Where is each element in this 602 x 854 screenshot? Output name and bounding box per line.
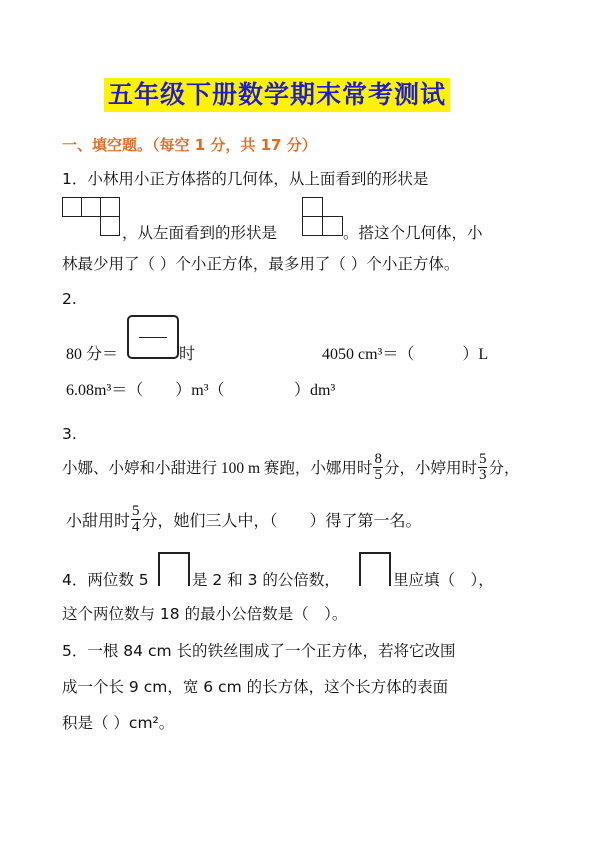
q1-line1: 1．小林用小正方体搭的几何体，从上面看到的形状是	[62, 170, 429, 188]
fraction-8-5: $\frac{8}{5}$	[374, 450, 382, 483]
q2-number: 2.	[62, 290, 77, 308]
q1-line3: 林最少用了（ ）个小正方体，最多用了（ ）个小正方体。	[62, 255, 460, 273]
q2-c-left: 6.08m³＝（ ）m³（	[66, 382, 225, 399]
q4-line1b: 是 2 和 3 的公倍数，	[192, 571, 340, 589]
q2-a-left: 80 分＝	[66, 346, 119, 363]
q2-a-right: 时	[179, 346, 196, 363]
q3-number: 3.	[62, 425, 77, 443]
page-title: 五年级下册数学期末常考测试	[104, 78, 450, 112]
fraction-5-3: $\frac{5}{3}$	[478, 450, 487, 483]
q4-line1c: 里应填（ ），	[393, 571, 494, 589]
q3-line2b: 分，她们三人中，（ ）得了第一名。	[141, 512, 422, 530]
q2-b: 4050 cm³＝（ ）L	[322, 346, 489, 363]
q5-line1: 5．一根 84 cm 长的铁丝围成了一个正方体，若将它改围	[62, 642, 456, 660]
left-view-figure	[302, 197, 344, 237]
q2-c-right: ）dm³	[294, 382, 336, 399]
q3-line2	[66, 499, 422, 539]
q3-line1b: 分，小婷用时	[383, 460, 477, 477]
digit-box	[158, 552, 190, 586]
q3-line2a: 小甜用时	[66, 512, 131, 530]
q1-line2a: ，从左面看到的形状是	[122, 224, 278, 242]
section-heading: 一、填空题。（每空 1 分，共 17 分）	[62, 136, 317, 154]
q5-line3: 积是（ ）cm²。	[62, 714, 175, 732]
fraction-5-4: $\frac{5}{4}$	[132, 502, 140, 535]
q1-line2b: 。搭这个几何体，小	[343, 224, 483, 242]
answer-fraction-box	[127, 315, 179, 359]
digit-box	[359, 552, 391, 586]
top-view-figure	[62, 197, 120, 237]
q5-line2: 成一个长 9 cm，宽 6 cm 的长方体，这个长方体的表面	[62, 678, 449, 696]
q3-line1a: 小娜、小婷和小甜进行 100 m 赛跑，小娜用时	[62, 460, 373, 477]
q3-line1	[62, 447, 519, 487]
q4-line2: 这个两位数与 18 的最小公倍数是（ ）。	[62, 605, 348, 623]
q4-line1a: 4．两位数 5	[62, 571, 149, 589]
q3-line1c: 分，	[488, 460, 520, 477]
